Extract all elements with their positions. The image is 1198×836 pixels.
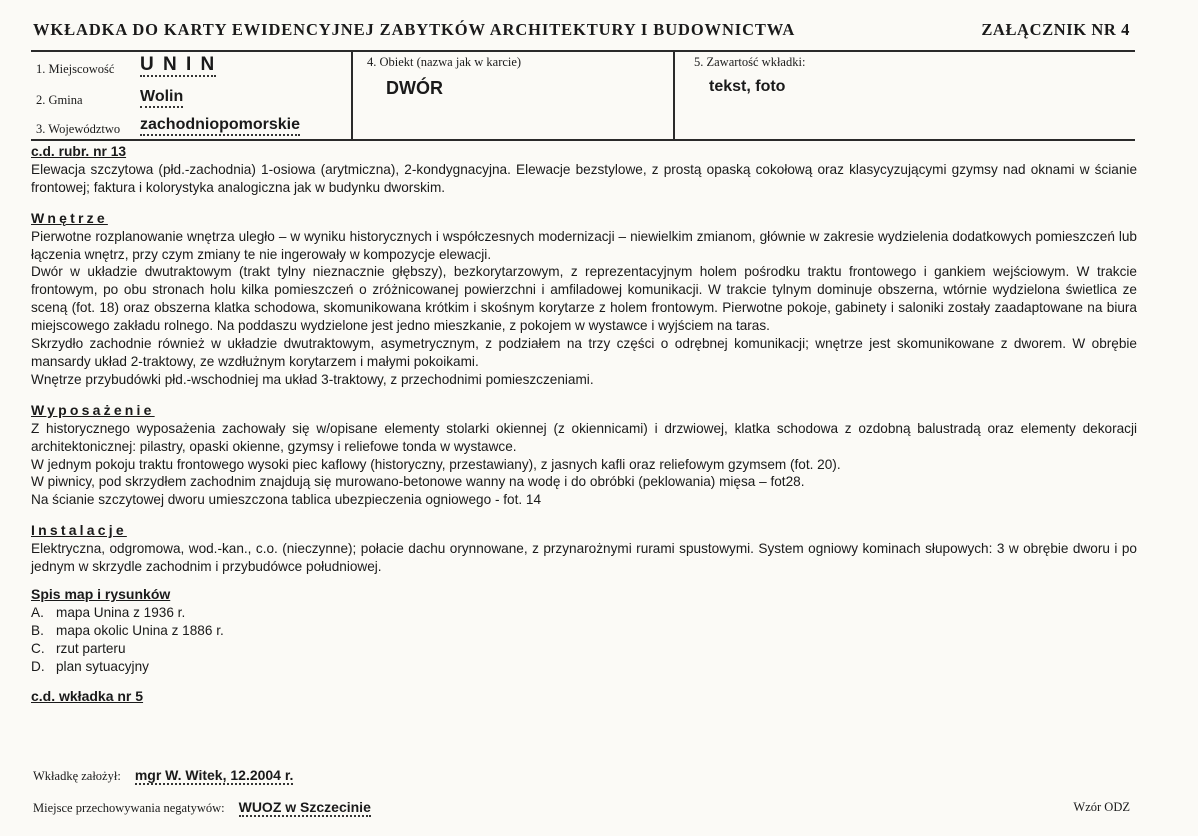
spis-item-d [31, 658, 1137, 676]
author-value: mgr W. Witek, 12.2004 r. [134, 767, 294, 783]
spis-item-a [31, 604, 1137, 622]
field-divider-1 [351, 51, 353, 140]
wnetrze-heading: Wnętrze [31, 209, 108, 226]
attachment-number: ZAŁĄCZNIK NR 4 [981, 20, 1130, 39]
wyposazenie-paragraph-3: W piwnicy, pod skrzydłem zachodnim znajdują się murowano-betonowe wanny na wodę i do obróbki (peklowania) mięsa – fot28. [31, 474, 805, 490]
wyposazenie-paragraph-4: Na ścianie szczytowej dworu umieszczona tablica ubezpieczenia ogniowego - fot. 14 [31, 492, 542, 508]
list-letter: B. [31, 622, 44, 638]
list-text: mapa Unina z 1936 r. [56, 604, 186, 620]
miejscowosc-label: 1. Miejscowość [36, 62, 115, 76]
list-text: mapa okolic Unina z 1886 r. [56, 622, 224, 638]
wojewodztwo-label: 3. Województwo [36, 122, 121, 136]
obiekt-value: DWÓR [386, 78, 443, 98]
wnetrze-paragraph-1: Pierwotne rozplanowanie wnętrza uległo – w wyniku historycznych i współczesnych modernizacji – niewielkim zmianom, głównie w zakresie wydzielenia dodatkowych pomieszczeń lub łączenia wnętrz, przy czym zmiany te nie ingerowały w kompozycje elewacji. [31, 228, 1137, 262]
wnetrze-paragraph-3: Skrzydło zachodnie również w układzie dwutraktowym, asymetrycznym, z podziałem na trzy części o odrębnej komunikacji; wnętrze jest skomunikowane z dworem. W obrębie mansardy układ 2-traktowy, ze wzdłużnym korytarzem i małymi pokoikami. [31, 336, 1137, 369]
obiekt-label: 4. Obiekt (nazwa jak w karcie) [367, 55, 522, 69]
spis-item-b [31, 622, 1137, 640]
instalacje-paragraph: Elektryczna, odgromowa, wod.-kan., c.o. (nieczynne); połacie dachu orynnowane, z przynarożnymi rurami spustowymi. System ogniowy kominach słupowych: 3 w obrębie dworu i po jednym w skrzydle zachodnim i przybudówce południowej. [31, 541, 1137, 575]
wyposazenie-heading: Wyposażenie [31, 401, 155, 418]
wnetrze-paragraph-2: Dwór w układzie dwutraktowym (trakt tylny nieznacznie głębszy), bezkorytarzowym, z reprezentacyjnym holem pośrodku traktu frontowego i gankiem wejściowym. W trakcie frontowym, po obu stronach holu kilka pomieszczeń o zróżnicowanej powierzchni i amfiladowej komunikacji. W trakcie tylnym dominuje obszerna, wtórnie wydzielona świetlica ze sceną (fot. 18) oraz obszerna klatka schodowa, skomunikowana krótkim i skośnym korytarze z holem frontowym. Pierwotne pokoje, gabinety i saloniki zostały zaadaptowane na biura miejscowego zakładu rolnego. Na poddaszu wydzielone jest jedno mieszkanie, z pokojem w wystawce i wyjściem na taras. [31, 264, 1137, 334]
header-top-line [31, 50, 1135, 52]
wyposazenie-paragraph-2: W jednym pokoju traktu frontowego wysoki piec kaflowy (historyczny, przestawiany), z jasnych kafli oraz reliefowym gzymsem (fot. 20). [31, 456, 841, 472]
zawartosc-value: tekst, foto [709, 78, 786, 95]
zawartosc-label: 5. Zawartość wkładki: [694, 55, 806, 69]
header-title: WKŁADKA DO KARTY EWIDENCYJNEJ ZABYTKÓW ARCHITEKTURY I BUDOWNICTWA [33, 20, 796, 39]
rubr-heading: c.d. rubr. nr 13 [31, 144, 127, 159]
instalacje-heading: Instalacje [31, 522, 127, 539]
miejscowosc-value: U N I N [140, 54, 217, 75]
wyposazenie-paragraph-1: Z historycznego wyposażenia zachowały się w/opisane elementy stolarki okiennej (z okiennicami) i drzwiowej, klatka schodowa z ozdobną balustradą oraz elementy dekoracji architektonicznej: pilastry, opaski okienne, gzymsy i reliefowe tonda w wystawce. [31, 420, 1137, 454]
wnetrze-paragraph-4: Wnętrze przybudówki płd.-wschodniej ma układ 3-traktowy, z przechodnimi pomieszczeniami. [31, 371, 594, 387]
list-letter: D. [31, 658, 45, 674]
gmina-value: Wolin [140, 89, 183, 108]
spis-item-c [31, 640, 1137, 658]
footer-author [33, 767, 293, 784]
header-bottom-line [31, 139, 1135, 141]
form-template-id: Wzór ODZ [1073, 800, 1130, 814]
author-label: Wkładkę założył: [33, 769, 121, 783]
negatives-value: WUOZ w Szczecinie [238, 799, 371, 815]
wojewodztwo-value: zachodniopomorskie [140, 117, 300, 136]
list-letter: C. [31, 640, 45, 656]
list-text: plan sytuacyjny [56, 658, 149, 674]
list-letter: A. [31, 604, 44, 620]
rubr-paragraph: Elewacja szczytowa (płd.-zachodnia) 1-osiowa (arytmiczna), 2-kondygnacyjna. Elewacje bezstylowe, z prostą opaską cokołową oraz klasycyzującymi gzymsy nad oknami w ścianie frontowej; faktura i kolorystyka analogiczna jak w budynku dworskim. [31, 161, 1137, 195]
negatives-label: Miejsce przechowywania negatywów: [33, 801, 225, 815]
spis-heading: Spis map i rysunków [31, 585, 171, 602]
field-divider-2 [673, 51, 675, 140]
footer-negatives [33, 799, 371, 816]
continued-note: c.d. wkładka nr 5 [31, 688, 144, 705]
list-text: rzut parteru [56, 640, 126, 656]
gmina-label: 2. Gmina [36, 93, 83, 107]
document-body [31, 143, 1137, 706]
